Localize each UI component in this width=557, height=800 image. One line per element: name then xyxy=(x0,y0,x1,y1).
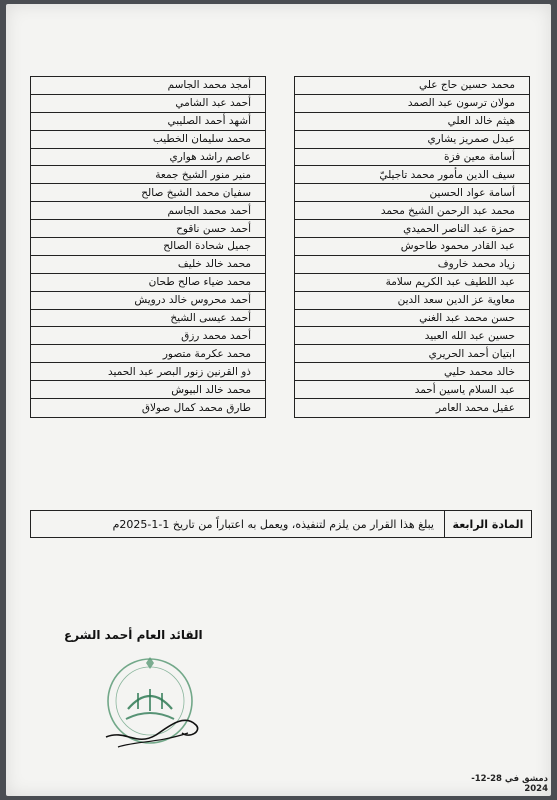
name-row: محمد ضياء صالح طحان xyxy=(31,274,265,292)
name-row: أمجد محمد الجاسم xyxy=(31,77,265,95)
name-row: طارق محمد كمال صولاق xyxy=(141,401,251,414)
document-page xyxy=(6,4,551,796)
signer-title: القائد العام أحمد الشرع xyxy=(64,628,203,642)
official-seal xyxy=(98,649,208,759)
names-table-right xyxy=(294,76,530,418)
name-row: أحمد محروس خالد درويش xyxy=(31,292,265,310)
name-row: حسين عبد الله العبيد xyxy=(295,327,529,345)
name-row: محمد خالد خليف xyxy=(31,256,265,274)
name-row: سيف الدين مأمور محمد تاجيليّ xyxy=(295,166,529,184)
name-row: ذو القرنين زنور البصر عبد الحميد xyxy=(31,363,265,381)
name-row: أسامة عواد الحسين xyxy=(295,184,529,202)
name-row: زياد محمد خاروف xyxy=(295,256,529,274)
name-row: عاصم راشد هواري xyxy=(31,149,265,167)
name-row: محمد حسين حاج علي xyxy=(295,77,529,95)
name-row: حمزة عبد الناصر الحميدي xyxy=(295,220,529,238)
article-text: يبلغ هذا القرار من يلزم لتنفيذه، ويعمل به اعتباراً من تاريخ 1-1-2025م xyxy=(112,517,434,531)
name-row: أحمد عيسى الشيخ xyxy=(31,310,265,328)
name-row: عبد القادر محمود طاحوش xyxy=(295,238,529,256)
name-row: عبد اللطيف عبد الكريم سلامة xyxy=(295,274,529,292)
name-row: أحمد محمد الجاسم xyxy=(31,202,265,220)
name-row: خالد محمد حليي xyxy=(295,363,529,381)
name-row: عقيل محمد العامر xyxy=(435,401,515,414)
name-row: محمد عكرمة متصور xyxy=(31,345,265,363)
name-row: أسامة معين فزة xyxy=(295,149,529,167)
name-row: عبد السلام ياسين أحمد xyxy=(295,381,529,399)
name-row: مولان ترسون عبد الصمد xyxy=(295,95,529,113)
names-table-left xyxy=(30,76,266,418)
name-row: حسن محمد عبد الغني xyxy=(295,310,529,328)
article-label: المادة الرابعة xyxy=(444,511,531,537)
name-row: منير منور الشيخ جمعة xyxy=(31,166,265,184)
name-row: محمد خالد البيوش xyxy=(31,381,265,399)
name-row: عبدل صمريز يشاري xyxy=(295,131,529,149)
name-row: أحمد عبد الشامي xyxy=(31,95,265,113)
name-row: محمد سليمان الخطيب xyxy=(31,131,265,149)
name-row: معاوية عز الدين سعد الدين xyxy=(295,292,529,310)
name-row: ابتيان أحمد الحريري xyxy=(295,345,529,363)
name-row: أحمد محمد رزق xyxy=(31,327,265,345)
name-row: أحمد حسن ناقوح xyxy=(31,220,265,238)
name-row: أشهد أحمد الصليبي xyxy=(31,113,265,131)
article-box xyxy=(30,510,532,538)
name-row: جميل شحادة الصالح xyxy=(31,238,265,256)
name-row: سفيان محمد الشيخ صالح xyxy=(31,184,265,202)
name-row: هيثم خالد العلي xyxy=(295,113,529,131)
name-row: محمد عبد الرحمن الشيخ محمد xyxy=(295,202,529,220)
document-date: دمشق في 28-12-2024 xyxy=(471,774,548,794)
